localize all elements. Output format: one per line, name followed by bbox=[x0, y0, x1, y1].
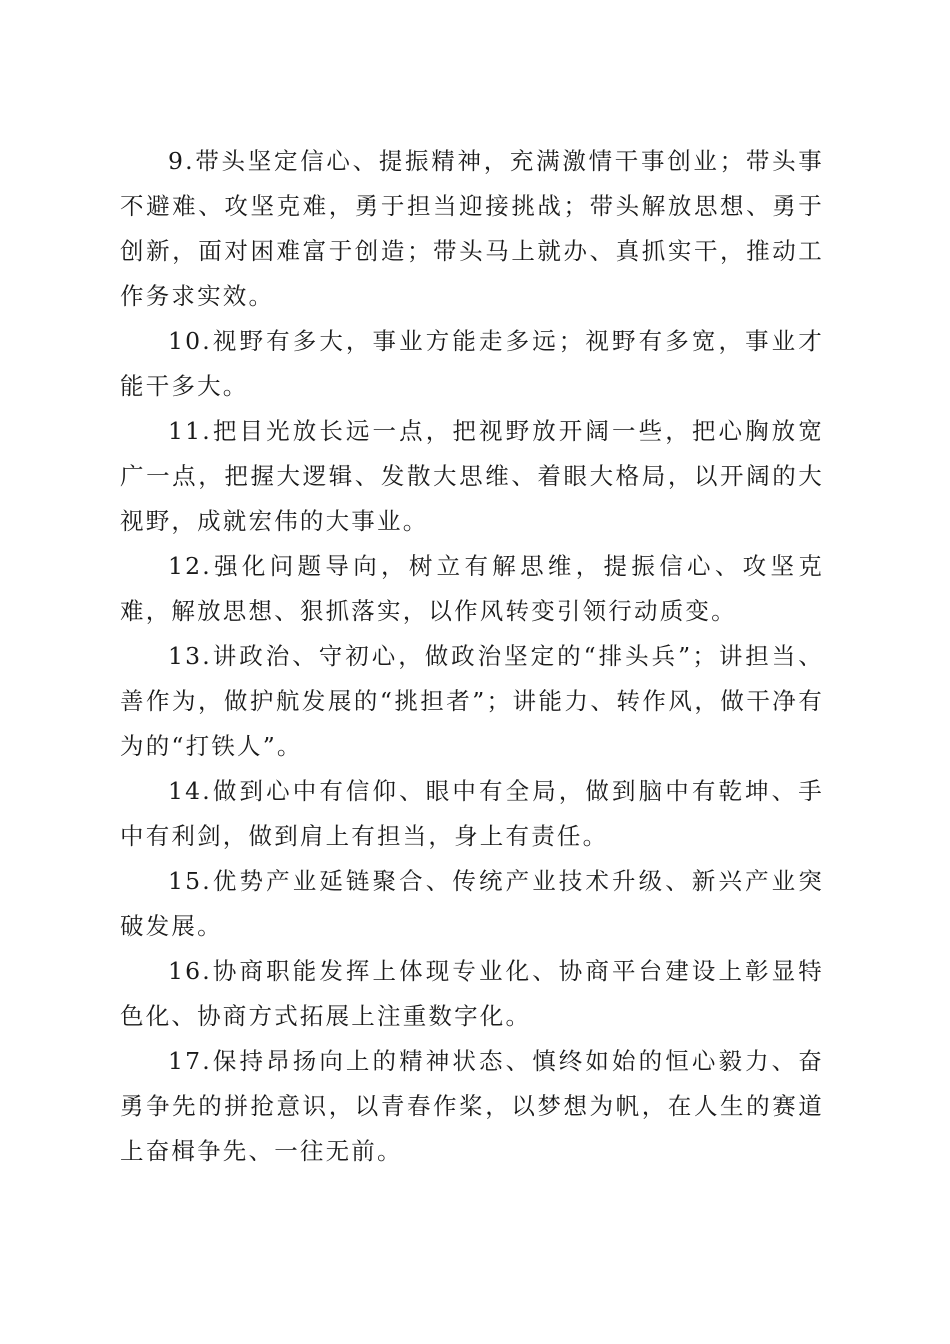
paragraph-17: 17.保持昂扬向上的精神状态、慎终如始的恒心毅力、奋勇争先的拼抢意识，以青春作桨，以梦想为帆，在人生的赛道上奋楫争先、一往无前。 bbox=[120, 1047, 824, 1165]
paragraph-14: 14.做到心中有信仰、眼中有全局，做到脑中有乾坤、手中有利剑，做到肩上有担当，身上有责任。 bbox=[120, 777, 824, 850]
paragraph-16: 16.协商职能发挥上体现专业化、协商平台建设上彰显特色化、协商方式拓展上注重数字化。 bbox=[120, 957, 824, 1030]
document-body bbox=[120, 139, 824, 1174]
paragraph-10: 10.视野有多大，事业方能走多远；视野有多宽，事业才能干多大。 bbox=[120, 327, 824, 400]
paragraph-11: 11.把目光放长远一点，把视野放开阔一些，把心胸放宽广一点，把握大逻辑、发散大思维、着眼大格局，以开阔的大视野，成就宏伟的大事业。 bbox=[120, 417, 824, 535]
paragraph-15: 15.优势产业延链聚合、传统产业技术升级、新兴产业突破发展。 bbox=[120, 867, 824, 940]
paragraph-12: 12.强化问题导向，树立有解思维，提振信心、攻坚克难，解放思想、狠抓落实，以作风转变引领行动质变。 bbox=[120, 552, 824, 625]
paragraph-13: 13.讲政治、守初心，做政治坚定的“排头兵”；讲担当、善作为，做护航发展的“挑担者”；讲能力、转作风，做干净有为的“打铁人”。 bbox=[120, 642, 824, 760]
paragraph-9: 9.带头坚定信心、提振精神，充满激情干事创业；带头事不避难、攻坚克难，勇于担当迎接挑战；带头解放思想、勇于创新，面对困难富于创造；带头马上就办、真抓实干，推动工作务求实效。 bbox=[120, 147, 824, 310]
